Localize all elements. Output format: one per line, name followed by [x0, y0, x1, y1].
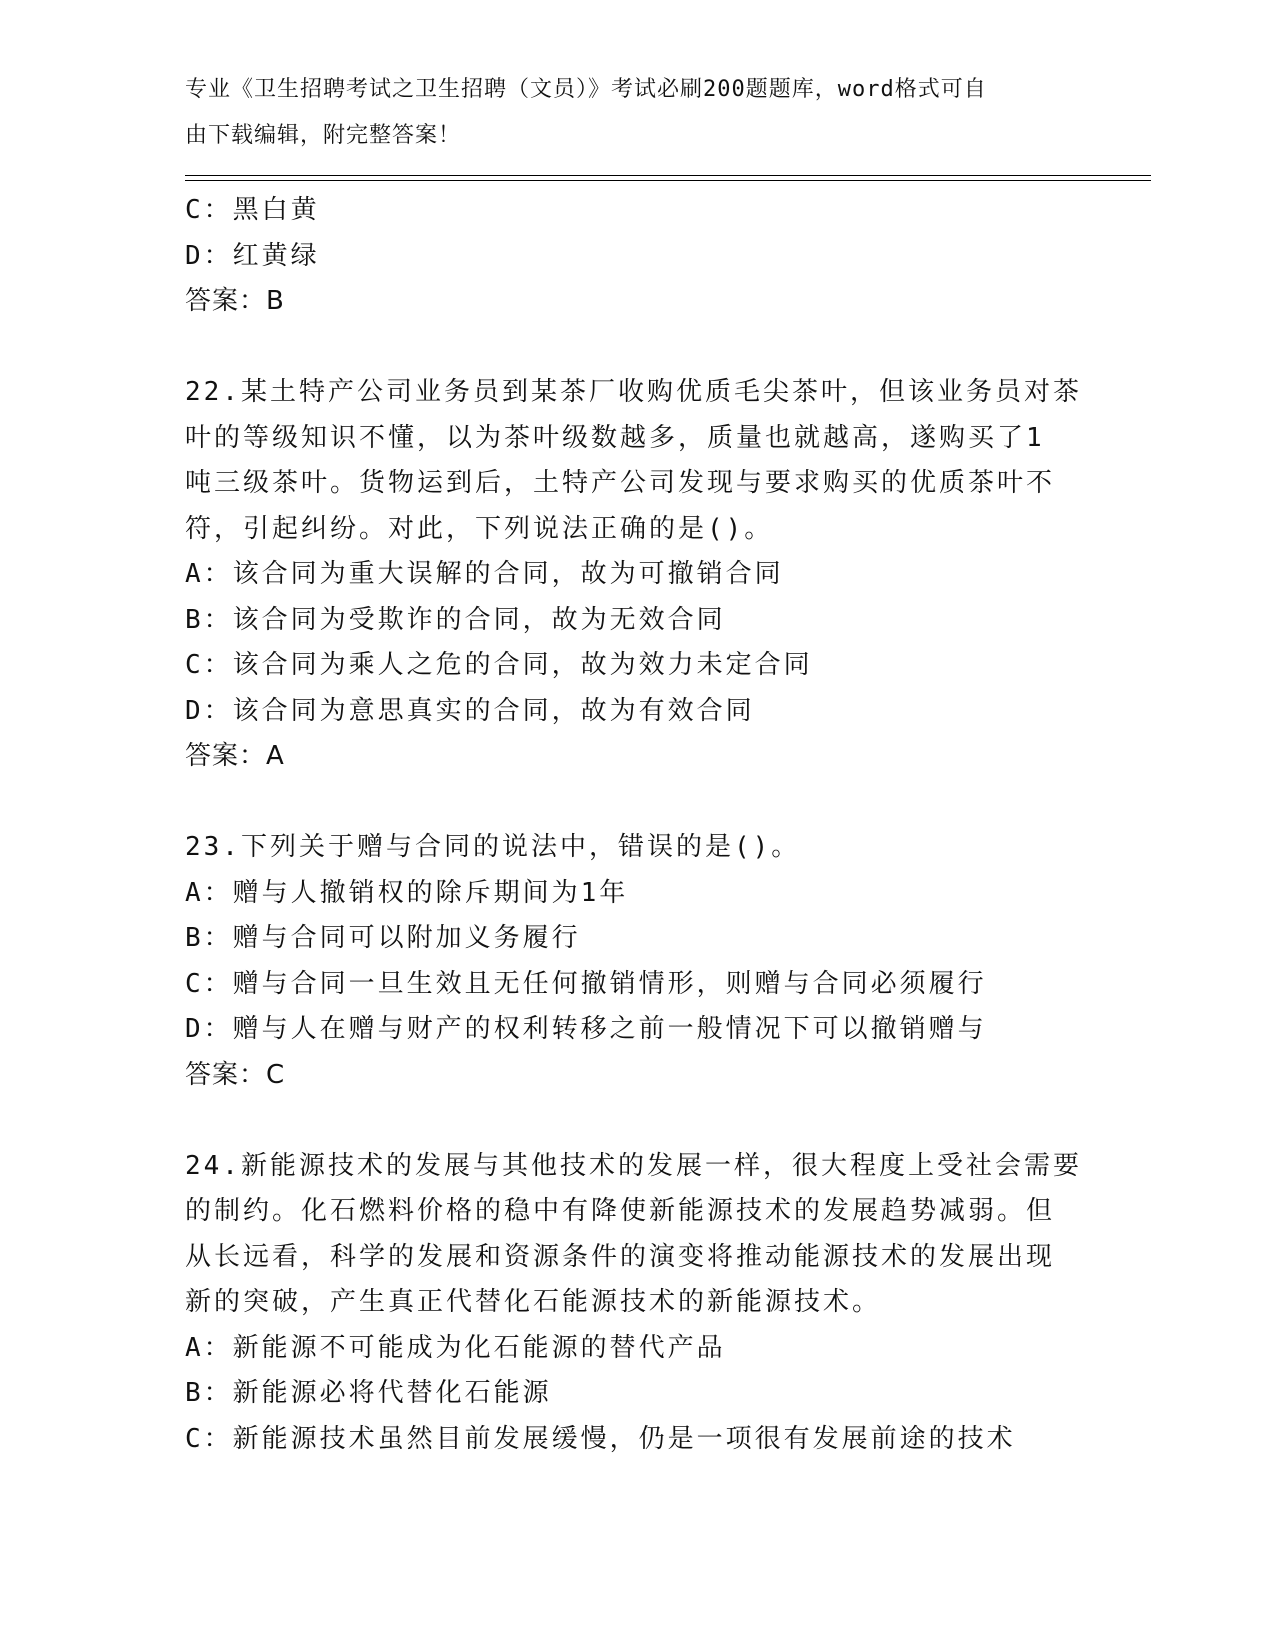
spacer: [185, 780, 1085, 826]
question-stem: [185, 825, 1085, 871]
answer-label: 答案：: [185, 1059, 267, 1090]
question-21-tail: [185, 188, 1085, 325]
option-a: A：该合同为重大误解的合同，故为可撤销合同: [185, 559, 784, 589]
answer-value: C: [266, 1059, 286, 1090]
answer-value: B: [266, 286, 285, 316]
header-title-line-1: 专业《卫生招聘考试之卫生招聘（文员）》考试必刷200题题库，word格式可自: [185, 77, 987, 102]
answer-label: 答案：: [185, 741, 267, 771]
question-23: [185, 825, 1085, 1098]
question-22: [185, 370, 1085, 780]
question-24: [185, 1144, 1085, 1463]
stem-line: 24.新能源技术的发展与其他技术的发展一样，很大程度上受社会需要: [185, 1150, 1082, 1181]
stem-line: 22.某土特产公司业务员到某茶厂收购优质毛尖茶叶，但该业务员对茶: [185, 377, 1082, 407]
option-d: D：红黄绿: [185, 240, 320, 271]
spacer: [185, 325, 1085, 371]
option-c: C：该合同为乘人之危的合同，故为效力未定合同: [185, 650, 813, 680]
spacer: [185, 1098, 1085, 1144]
header-title-line-2: 由下载编辑，附完整答案！: [185, 122, 462, 148]
option-b: B：新能源必将代替化石能源: [185, 1378, 552, 1408]
question-stem: [185, 1144, 1085, 1326]
header-divider-top: [185, 175, 1151, 176]
page-header: [185, 72, 1065, 163]
option-b: B：赠与合同可以附加义务履行: [185, 923, 581, 953]
stem-line: 新的突破，产生真正代替化石能源技术的新能源技术。: [185, 1287, 882, 1317]
question-content: [185, 188, 1085, 1462]
stem-line: 符，引起纠纷。对此，下列说法正确的是()。: [185, 513, 774, 544]
option-d: D：该合同为意思真实的合同，故为有效合同: [185, 695, 755, 726]
stem-line: 吨三级茶叶。货物运到后，土特产公司发现与要求购买的优质茶叶不: [185, 468, 1056, 498]
answer-line: [185, 1053, 1085, 1099]
option-c: C：黑白黄: [185, 195, 320, 225]
option-a: A：新能源不可能成为化石能源的替代产品: [185, 1332, 726, 1363]
stem-line: 的制约。化石燃料价格的稳中有降使新能源技术的发展趋势减弱。但: [185, 1196, 1056, 1226]
answer-value: A: [266, 741, 285, 771]
question-stem: [185, 370, 1085, 552]
stem-line: 从长远看，科学的发展和资源条件的演变将推动能源技术的发展出现: [185, 1241, 1056, 1272]
header-divider-bottom: [185, 180, 1151, 181]
option-a: A：赠与人撤销权的除斥期间为1年: [185, 877, 629, 908]
answer-line: [185, 734, 1085, 780]
stem-line: 23.下列关于赠与合同的说法中，错误的是()。: [185, 832, 801, 862]
stem-line: 叶的等级知识不懂，以为茶叶级数越多，质量也就越高，遂购买了1: [185, 422, 1045, 453]
answer-label: 答案：: [185, 286, 267, 316]
option-b: B：该合同为受欺诈的合同，故为无效合同: [185, 604, 726, 635]
option-c: C：新能源技术虽然目前发展缓慢，仍是一项很有发展前途的技术: [185, 1423, 1016, 1454]
option-c: C：赠与合同一旦生效且无任何撤销情形，则赠与合同必须履行: [185, 968, 987, 999]
answer-line: [185, 279, 1085, 325]
option-d: D：赠与人在赠与财产的权利转移之前一般情况下可以撤销赠与: [185, 1014, 987, 1044]
